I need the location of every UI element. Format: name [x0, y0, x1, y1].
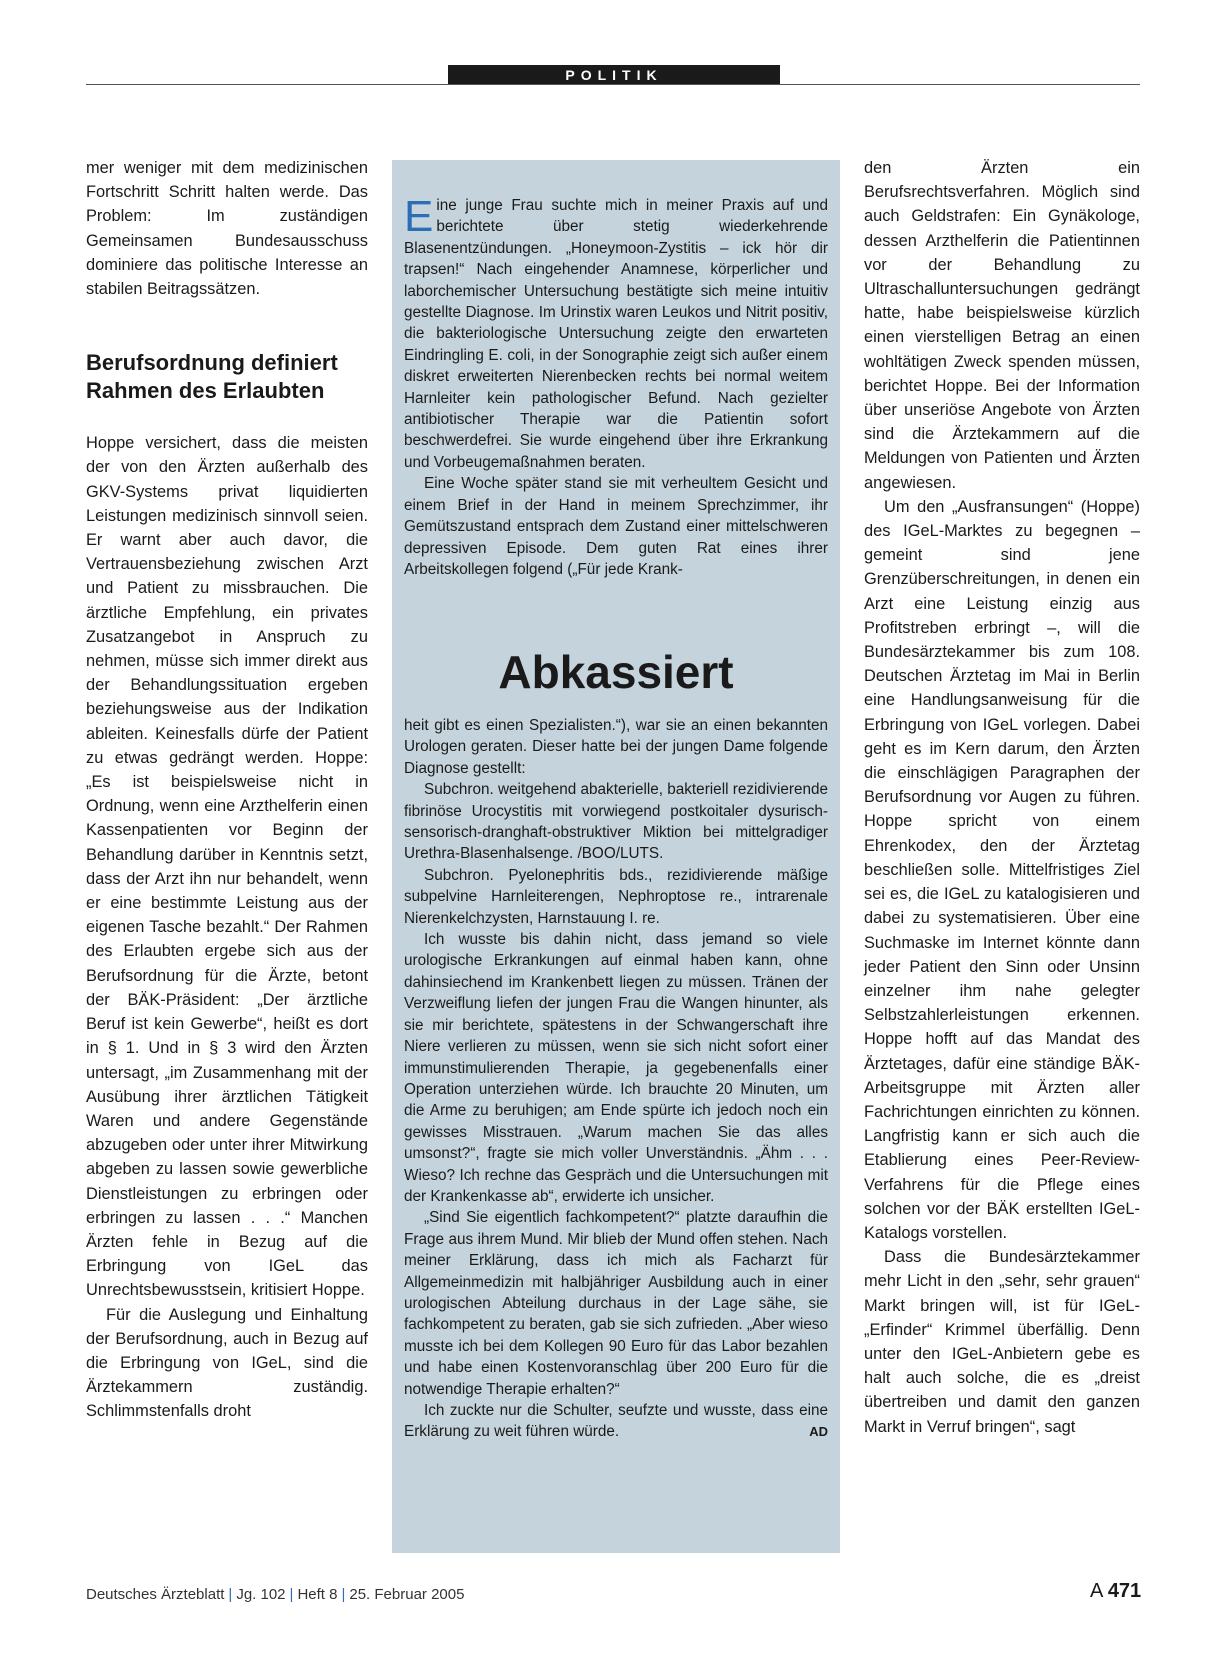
drop-cap: E — [404, 192, 434, 241]
footer — [86, 1586, 464, 1603]
paragraph: Dass die Bundesärztekammer mehr Licht in den „sehr, sehr grauen“ Markt bringen will, ist für IGeL-„Erfinder“ Krimmel überfällig. Denn unter den IGeL-Anbietern gebe es halt auch solche, die es „dreist übertreiben und damit den ganzen Markt in Verruf bringen“, sagt — [864, 1248, 1140, 1436]
paragraph: Subchron. Pyelonephritis bds., rezidivierende mäßige subpelvine Harnleiterengen, Nephroptose re., intrarenale Nierenkelchzysten, Harnstauung I. re. — [404, 866, 828, 927]
issue: Heft 8 — [297, 1586, 338, 1603]
paragraph: Eine junge Frau suchte mich in meiner Praxis auf und berichtete über stetig wiederkehrende Blasenentzündungen. „Honeymoon-Zystitis – ick hör dir trapsen!“ Nach eingehender Anamnese, körperlicher und laborchemischer Untersuchung bestätigte sich meine intuitiv gestellte Diagnose. Im Urinstix waren Leukos und Nitrit positiv, die bakteriologische Untersuchung zeigte den erwarteten Eindringling E. coli, in der Sonographie zeigt sich außer einem diskret erweiterten Nierenbecken rechts bei normal weitem Harnleiter kein pathologischer Befund. Nach gezielter antibiotischer Therapie war die Patientin sofort beschwerdefrei. Sie wurde eingehend über ihre Erkrankung und Vorbeugemaßnahmen beraten. — [404, 192, 828, 471]
paragraph: Subchron. weitgehend abakterielle, bakteriell rezidivierende fibrinöse Urocystitis mit vorwiegend postkoitaler dysurisch-sensorisch-dranghaft-obstruktiver Miktion bei mittelgradiger Urethra-Blasenhalsenge. /BOO/LUTS. — [404, 781, 828, 863]
column-left — [86, 156, 368, 1424]
sidebar-text-bottom — [404, 715, 828, 1443]
section-tag: POLITIK — [448, 65, 780, 85]
separator: | — [341, 1586, 346, 1603]
journal-name: Deutsches Ärzteblatt — [86, 1586, 225, 1603]
author-signature: AD — [809, 1424, 828, 1440]
subheading: Berufsordnung definiert Rahmen des Erlaubten — [86, 350, 338, 404]
page-number: A 471 — [1090, 1580, 1142, 1602]
paragraph: Ich wusste bis dahin nicht, dass jemand so viele urologische Erkrankungen auf einmal haben kann, ohne dahinsiechend im Krankenbett liegen zu müssen. Tränen der Verzweiflung liefen der jungen Frau die Wangen hinunter, als sie mir berichtete, spätestens in der Schwangerschaft ihre Niere verlieren zu müssen, wenn sie sich nicht sofort einer immunstimulierenden Therapie, ja gegebenenfalls einer Operation unterziehen würde. Ich brauchte 20 Minuten, um die Arme zu beruhigen; am Ende spürte ich jedoch noch ein gewisses Misstrauen. „Warum machen Sie das alles umsonst?“, fragte sie mich voller Unverständnis. „Ähm . . . Wieso? Ich rechne das Gespräch und die Untersuchungen mit der Krankenkasse ab“, erwiderte ich unsicher. — [404, 931, 828, 1205]
paragraph: Für die Auslegung und Einhaltung der Berufsordnung, auch in Bezug auf die Erbringung von IGeL, sind die Ärztekammern zuständig. Schlimmstenfalls droht — [86, 1305, 368, 1421]
sidebar-title: Abkassiert — [498, 646, 734, 698]
paragraph: den Ärzten ein Berufsrechtsverfahren. Möglich sind auch Geldstrafen: Ein Gynäkologe, dessen Arzthelferin die Patientinnen vor der Behandlung zu Ultraschalluntersuchungen gedrängt hatte, habe beispielsweise kürzlich einen vierstelligen Betrag an einen wohltätigen Zweck spenden müssen, berichtet Hoppe. Bei der Information über unseriöse Angebote von Ärzten sind die Ärztekammern auf die Meldungen von Patienten und Ärzten angewiesen. — [864, 159, 1140, 492]
paragraph: mer weniger mit dem medizinischen Fortschritt Schritt halten werde. Das Problem: Im zuständigen Gemeinsamen Bundesausschuss dominiere das politische Interesse an stabilen Beitragssätzen. — [86, 159, 368, 299]
separator: | — [228, 1586, 233, 1603]
sidebar-text-top — [404, 192, 828, 580]
paragraph: heit gibt es einen Spezialisten.“), war sie an einen bekannten Urologen geraten. Dieser hatte bei der jungen Dame folgende Diagnose gestellt: — [404, 717, 828, 777]
paragraph: „Sind Sie eigentlich fachkompetent?“ platzte daraufhin die Frage aus ihrem Mund. Mir blieb der Mund offen stehen. Nach meiner Erklärung, dass ich mich als Facharzt für Allgemeinmedizin mit halbjähriger Ausbildung auch in einer urologischen Abteilung durchaus in der Lage sähe, sie fachkompetent zu beraten, gab sie sich zufrieden. „Aber wieso musste ich bei dem Kollegen 90 Euro für das Labor bezahlen und habe einen Kostenvoranschlag über 200 Euro für die notwendige Therapie erhalten?“ — [404, 1209, 828, 1398]
paragraph: Um den „Ausfransungen“ (Hoppe) des IGeL-Marktes zu begegnen – gemeint sind jene Grenzüberschreitungen, in denen ein Arzt eine Leistung einzig aus Profitstreben erbringt –, will die Bundesärztekammer bis zum 108. Deutschen Ärztetag im Mai in Berlin eine Handlungsanweisung für die Erbringung von IGeL vorlegen. Dabei geht es im Kern darum, den Ärzten die einschlägigen Paragraphen der Berufsordnung vor Augen zu führen. Hoppe spricht von einem Ehrenkodex, den der Ärztetag beschließen solle. Mittelfristiges Ziel sei es, die IGeL zu katalogisieren und dabei zu systematisieren. Über eine Suchmaske im Internet könnte dann jeder Patient den Sinn oder Unsinn einzelner ihm nahe gelegter Selbstzahlerleistungen erkennen. Hoppe hofft auf das Mandat des Ärztetages, dafür eine ständige BÄK-Arbeitsgruppe mit Ärzten aller Fachrichtungen einrichten zu können. Langfristig kann er sich auch die Etablierung eines Peer-Review-Verfahrens für die Pflege eines solchen vor der BÄK erstellten IGeL-Katalogs vorstellen. — [864, 497, 1140, 1242]
date: 25. Februar 2005 — [349, 1586, 465, 1603]
volume: Jg. 102 — [236, 1586, 286, 1603]
separator: | — [289, 1586, 294, 1603]
paragraph: Eine Woche später stand sie mit verheultem Gesicht und einem Brief in der Hand in meinem Sprechzimmer, ihr Gemütszustand entsprach dem Zustand einer mittelschweren depressiven Episode. Dem guten Rat eines ihrer Arbeitskollegen folgend („Für jede Krank- — [404, 475, 828, 578]
paragraph: Ich zuckte nur die Schulter, seufzte und wusste, dass eine Erklärung zu weit führen würde. AD — [404, 1400, 828, 1443]
paragraph: Hoppe versichert, dass die meisten der von den Ärzten außerhalb des GKV-Systems privat liquidierten Leistungen medizinisch sinnvoll seien. Er warnt aber auch davor, die Vertrauensbeziehung zwischen Arzt und Patient zu missbrauchen. Die ärztliche Empfehlung, ein privates Zusatzangebot in Anspruch zu nehmen, müsse sich immer direkt aus der Behandlungssituation ergeben beziehungsweise aus der Indikation ableiten. Keinesfalls dürfe der Patient zu etwas gedrängt werden. Hoppe: „Es ist beispielsweise nicht in Ordnung, wenn eine Arzthelferin einen Kassenpatienten vor Beginn der Behandlung darüber in Kenntnis setzt, dass der Arzt ihn nur behandelt, wenn er eine bestimmte Leistung aus der eigenen Tasche bezahlt.“ Der Rahmen des Erlaubten ergebe sich aus der Berufsordnung für die Ärzte, betont der BÄK-Präsident: „Der ärztliche Beruf ist kein Gewerbe“, heißt es dort in § 1. Und in § 3 wird den Ärzten untersagt, „im Zusammenhang mit der Ausübung ihrer ärztlichen Tätigkeit Waren und andere Gegenstände abzugeben oder unter ihrer Mitwirkung abgeben zu lassen sowie gewerbliche Dienstleistungen zu erbringen oder erbringen zu lassen . . .“ Manchen Ärzten fehle in Bezug auf die Erbringung von IGeL das Unrechtsbewusstsein, kritisiert Hoppe. — [86, 434, 368, 1300]
header-rule — [86, 84, 1140, 85]
column-right — [864, 156, 1140, 1439]
